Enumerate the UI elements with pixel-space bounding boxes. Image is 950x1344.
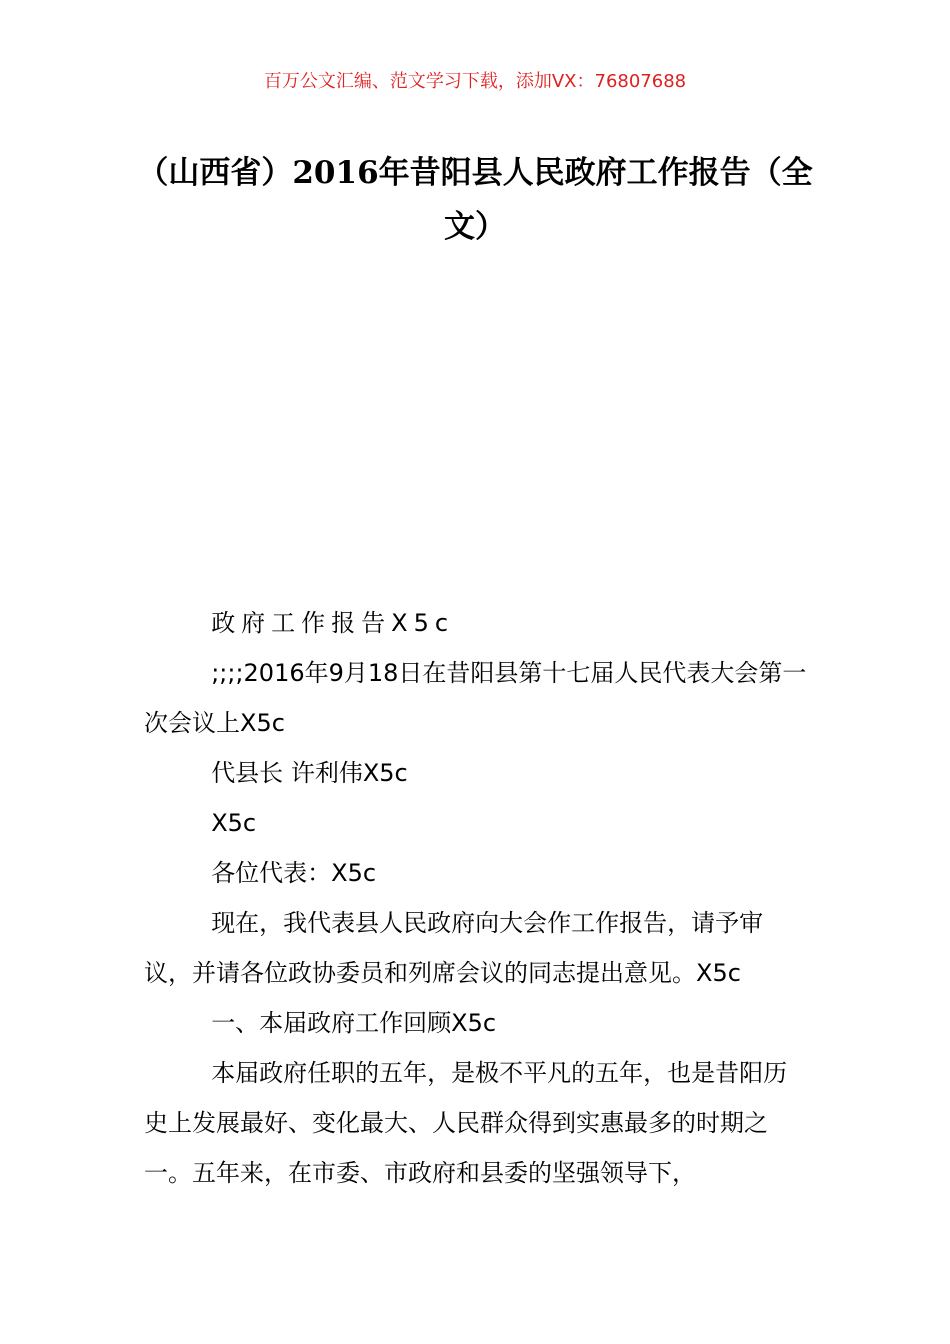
header-note: 百万公文汇编、范文学习下载，添加VX：76807688	[263, 71, 687, 92]
paragraph-section-heading: 一、本届政府工作回顾X5c	[211, 1009, 497, 1037]
paragraph-report-heading: 政府工作报告X5c	[211, 609, 455, 637]
document-body	[144, 598, 808, 1198]
paragraph-review: 本届政府任职的五年，是极不平凡的五年，也是昔阳历史上发展最好、变化最大、人民群众得到实惠最多的时期之一。五年来，在市委、市政府和县委的坚强领导下，	[144, 1059, 788, 1187]
document-title: （山西省）2016年昔阳县人民政府工作报告（全文）	[137, 155, 813, 245]
paragraph-marker: X5c	[211, 809, 257, 837]
paragraph-salutation: 各位代表：X5c	[211, 859, 377, 887]
paragraph-meeting-date: ;;;;2016年9月18日在昔阳县第十七届人民代表大会第一次会议上X5c	[144, 659, 807, 737]
paragraph-intro: 现在，我代表县人民政府向大会作工作报告，请予审议，并请各位政协委员和列席会议的同志提出意见。X5c	[144, 909, 764, 987]
paragraph-speaker: 代县长 许利伟X5c	[211, 759, 408, 787]
